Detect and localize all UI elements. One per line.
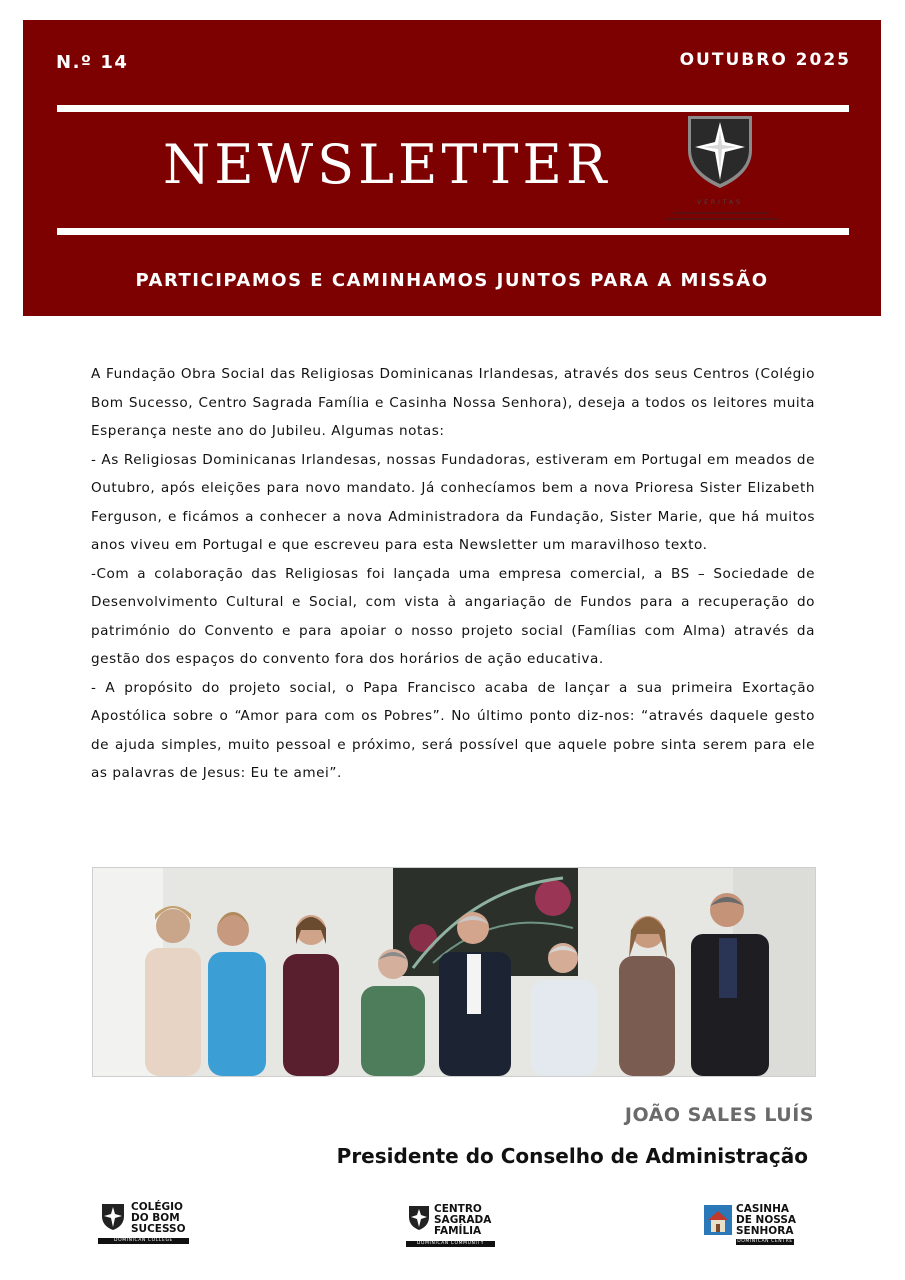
logo-line: DO BOM — [131, 1212, 180, 1224]
colegio-bom-sucesso-logo — [98, 1198, 190, 1252]
logo-line: COLÉGIO — [131, 1201, 183, 1213]
logo-line: FAMÍLIA — [434, 1225, 482, 1237]
article-paragraph: - As Religiosas Dominicanas Irlandesas, nossas Fundadoras, estiveram em Portugal em meados de Outubro, após eleições para novo mandato. Já conhecíamos bem a nova Prioresa Sister Elizabeth Ferguson, e ficámos a conhecer a nova Administradora da Fundação, Sister Marie, que há muitos anos viveu em Portugal e que escreveu para esta Newsletter um maravilhoso texto. — [91, 451, 815, 553]
shield-icon — [407, 1204, 431, 1232]
logo-line: CASINHA — [736, 1203, 790, 1215]
bottom-rule — [57, 228, 849, 235]
signature-role: Presidente do Conselho de Administração — [336, 1144, 808, 1168]
article-paragraph: -Com a colaboração das Religiosas foi lançada uma empresa comercial, a BS – Sociedade de Desenvolvimento Cultural e Social, com vista à angariação de Fundos para a recuperação do património do Convento e para apoiar o nosso projeto social (Famílias com Alma) através da gestão dos espaços do convento fora dos horários de ação educativa. — [91, 565, 815, 667]
logo-line: SUCESSO — [131, 1223, 186, 1235]
logo-strip: DOMINICAN COMMUNITY — [406, 1241, 495, 1247]
issue-date: OUTUBRO 2025 — [679, 50, 851, 70]
school-shield-icon — [100, 1202, 126, 1232]
centro-sagrada-familia-logo — [405, 1198, 497, 1252]
signature-name: JOÃO SALES LUÍS — [624, 1104, 814, 1126]
logo-line: DE NOSSA — [736, 1214, 797, 1226]
logo-strip: DOMINICAN CENTRE — [737, 1239, 793, 1244]
issue-number: N.º 14 — [56, 52, 129, 73]
logo-line: SAGRADA — [434, 1214, 492, 1226]
newsletter-motto: PARTICIPAMOS E CAMINHAMOS JUNTOS PARA A MISSÃO — [135, 270, 769, 291]
house-icon — [703, 1204, 733, 1236]
top-rule — [57, 105, 849, 112]
logo-line: CENTRO — [434, 1203, 482, 1215]
crest-motto: VERITAS — [697, 199, 743, 206]
logo-line: SENHORA — [736, 1225, 794, 1237]
article-paragraph: A Fundação Obra Social das Religiosas Dominicanas Irlandesas, através dos seus Centros (Colégio Bom Sucesso, Centro Sagrada Família e Casinha Nossa Senhora), deseja a todos os leitores muita Esperança neste ano do Jubileu. Algumas notas: — [91, 366, 815, 439]
casinha-nossa-senhora-logo — [703, 1198, 798, 1252]
article-paragraph: - A propósito do projeto social, o Papa Francisco acaba de lançar a sua primeira Exortação Apostólica sobre o “Amor para com os Pobres”. No último ponto diz-nos: “através daquele gesto de ajuda simples, muito pessoal e próximo, será possível que aquele pobre sinta serem para ele as palavras de Jesus: Eu te amei”. — [91, 679, 815, 781]
newsletter-title: NEWSLETTER — [163, 133, 611, 196]
logo-strip: DOMINICAN COLLEGE — [98, 1238, 189, 1244]
dominican-shield-icon — [655, 112, 787, 224]
article-body — [91, 360, 815, 788]
group-photo — [92, 867, 816, 1077]
header-banner — [23, 20, 881, 316]
